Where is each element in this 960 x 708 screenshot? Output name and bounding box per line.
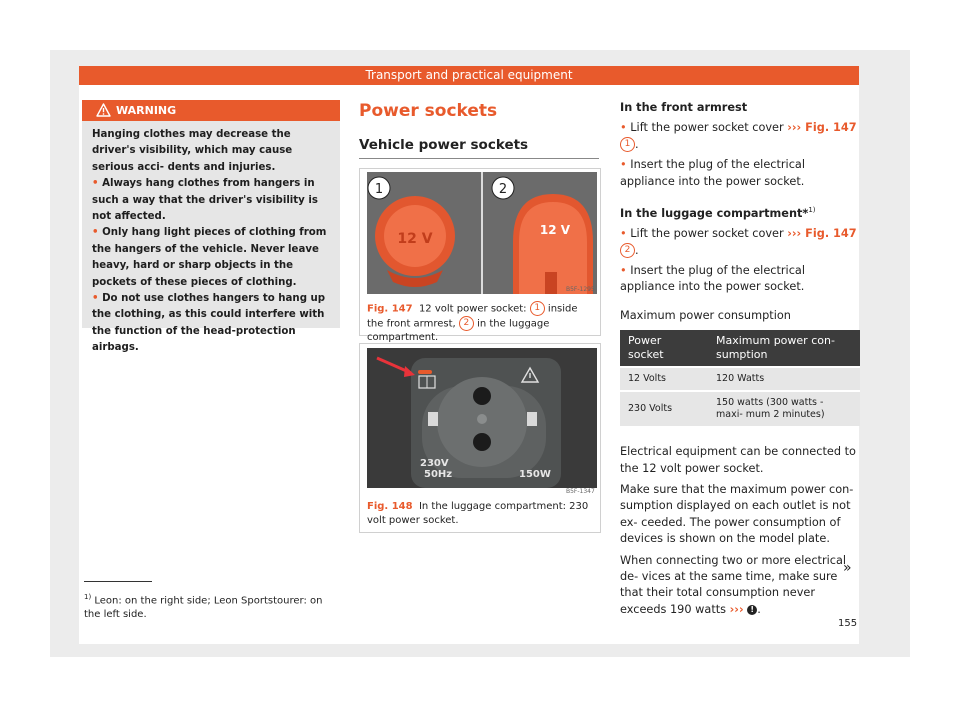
warning-box [82,100,340,354]
figure-147-caption: Fig. 147 12 volt power socket: 1 inside the front armrest, 2 in the luggage compartment. [367,303,578,343]
svg-text:50Hz: 50Hz [424,469,453,480]
warning-circle-icon: ! [747,605,757,615]
table-header: Power socket [620,330,708,367]
table-row: 12 Volts 120 Watts [620,367,860,391]
power-table [620,330,860,426]
luggage-heading: In the luggage compartment*$^{1)}$ [620,206,816,220]
svg-text:2: 2 [498,182,508,197]
continue-marker: » [843,560,852,576]
table-header: Maximum power con- sumption [708,330,860,367]
body-paragraph: Make sure that the maximum power con- sumption displayed on each outlet is not ex- ceeded. The power consumption of devices is shown on the model plate. [620,483,854,546]
page-number: 155 [838,618,858,629]
svg-text:1: 1 [374,182,384,197]
table-heading: Maximum power consumption [620,308,791,322]
instructions-column [620,100,860,618]
page-header: Transport and practical equipment [79,66,859,85]
front-armrest-heading: In the front armrest [620,101,748,114]
section-title: Power sockets [359,101,498,121]
warning-body [82,121,340,357]
warning-intro: Hanging clothes may decrease the driver's visibility, which may cause serious acci- dents and injuries. [92,129,293,173]
warning-triangle-icon [96,103,111,117]
footnote-divider [84,581,152,582]
callout-2-icon: 2 [620,243,635,258]
figure-link[interactable]: ››› Fig. 147 [787,227,857,241]
svg-text:12 V: 12 V [397,231,433,247]
callout-1-icon: 1 [530,301,545,316]
callout-1-icon: 1 [620,137,635,152]
table-row: 230 Volts 150 watts (300 watts - maxi- mum 2 minutes) [620,391,860,426]
list-item: • Lift the power socket cover ››› Fig. 147 2 . [620,227,857,257]
socket-12v-illustration [367,172,597,294]
warning-title: WARNING [116,104,177,117]
warning-header [82,100,340,121]
footnote: $^{1)}$ Leon: on the right side; Leon Sportstourer: on the left side. [84,593,323,621]
body-paragraph: When connecting two or more electrical de- vices at the same time, make sure that their total consumption never exceeds 190 watts ››› ! . [620,553,847,616]
divider [359,158,599,159]
warning-link[interactable]: ››› [729,602,744,616]
warning-bullet: • Always hang clothes from hangers in such a way that the driver's visibility is not affected. [92,178,318,223]
svg-text:230V: 230V [420,458,449,469]
list-item: • Insert the plug of the electrical appliance into the power socket. [620,264,805,294]
figure-148-caption: Fig. 148 In the luggage compartment: 230 volt power socket. [367,501,589,526]
callout-2-icon: 2 [459,316,474,331]
list-item: • Insert the plug of the electrical appliance into the power socket. [620,158,805,188]
figure-148-image [367,348,597,488]
svg-text:150W: 150W [519,469,551,480]
list-item: • Lift the power socket cover ››› Fig. 147 1 . [620,121,857,151]
figure-147-image [367,172,597,294]
figure-code: B5F-1295 [566,286,595,293]
figure-code: B5F-1347 [566,488,595,495]
socket-230v-illustration [367,348,597,488]
warning-bullet: • Do not use clothes hangers to hang up the clothing, as this could interfere with the function of the head-protection airbags. [92,293,326,354]
body-paragraph: Electrical equipment can be connected to the 12 volt power socket. [620,445,856,475]
section-subtitle: Vehicle power sockets [359,137,529,153]
svg-text:12 V: 12 V [539,223,571,237]
figure-link[interactable]: ››› Fig. 147 [787,121,857,135]
warning-bullet: • Only hang light pieces of clothing from the hangers of the vehicle. Never leave heavy, hard or sharp objects in the pockets of these pieces of clothing. [92,227,327,288]
